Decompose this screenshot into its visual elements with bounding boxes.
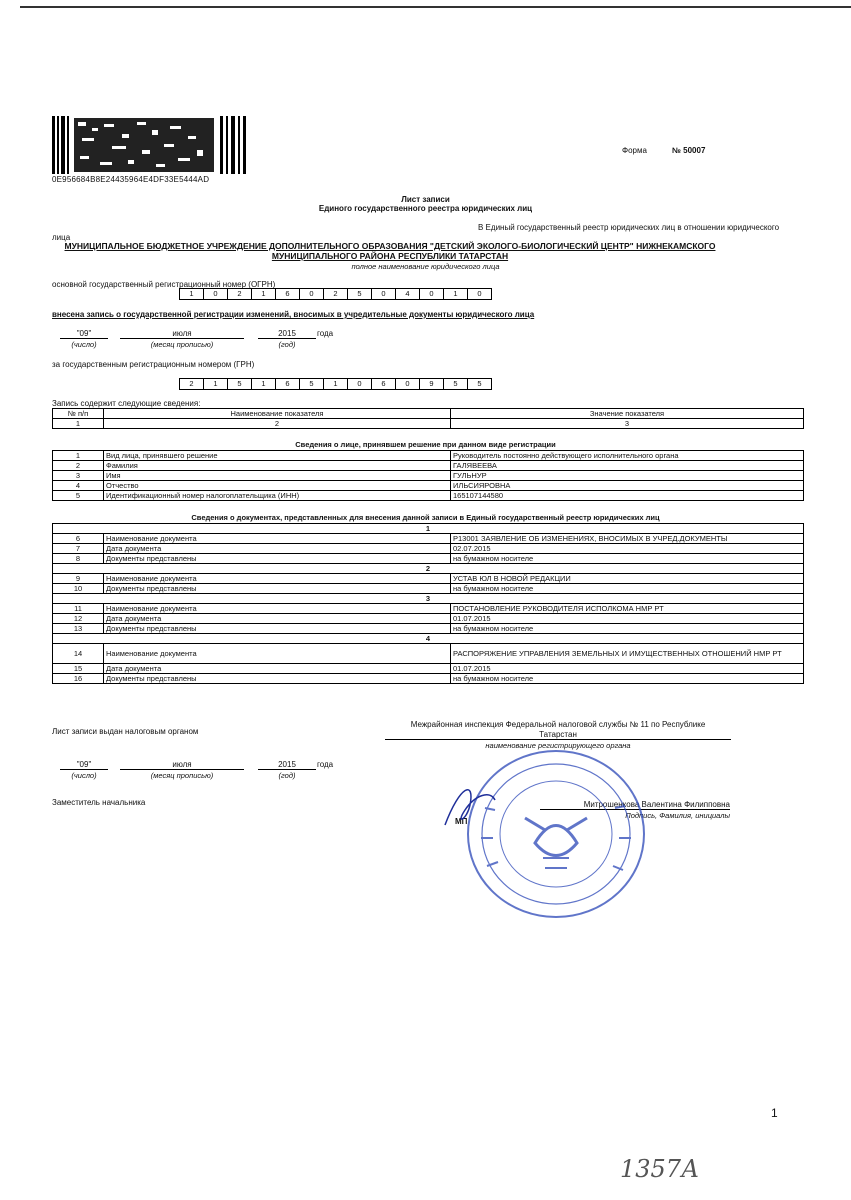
table-row: [53, 664, 804, 674]
ogrn-digit: 0: [467, 288, 492, 300]
grn-digit: 6: [275, 378, 300, 390]
issued-month: июля: [120, 760, 244, 770]
row-value: ГУЛЬНУР: [451, 471, 804, 481]
ogrn-digit: 5: [347, 288, 372, 300]
header-index-1: 1: [53, 419, 104, 429]
entry-day-caption: (число): [71, 340, 97, 349]
row-num: 5: [53, 491, 104, 501]
issued-authority-caption: наименование регистрирующего органа: [485, 741, 631, 750]
row-num: 10: [53, 584, 104, 594]
row-name: Идентификационный номер налогоплательщика (ИНН): [104, 491, 451, 501]
contents-label: Запись содержит следующие сведения:: [52, 399, 201, 408]
group-separator: [53, 564, 804, 574]
group-separator: [53, 594, 804, 604]
entry-year-suffix: года: [317, 329, 334, 338]
table-row: [53, 534, 804, 544]
section1-table: [52, 450, 804, 501]
group-separator: [53, 634, 804, 644]
ogrn-digit: 1: [251, 288, 276, 300]
ogrn-digit: 4: [395, 288, 420, 300]
grn-digit: 5: [467, 378, 492, 390]
issued-authority-line1: Межрайонная инспекция Федеральной налоговой службы № 11 по Республике: [410, 720, 706, 729]
issued-year-suffix: года: [317, 760, 334, 769]
grn-grid: [180, 378, 492, 390]
row-name: Дата документа: [104, 544, 451, 554]
row-num: 16: [53, 674, 104, 684]
entry-month-caption: (месяц прописью): [150, 340, 214, 349]
row-name: Дата документа: [104, 664, 451, 674]
top-border-line: [20, 6, 851, 8]
form-label: Форма: [622, 146, 647, 155]
row-num: 4: [53, 481, 104, 491]
grn-digit: 2: [179, 378, 204, 390]
row-num: 2: [53, 461, 104, 471]
row-value: ИЛЬСИЯРОВНА: [451, 481, 804, 491]
org-caption: полное наименование юридического лица: [351, 262, 500, 271]
row-num: 1: [53, 451, 104, 461]
table-row: [53, 544, 804, 554]
ogrn-label: основной государственный регистрационный номер (ОГРН): [52, 280, 276, 289]
row-value: УСТАВ ЮЛ В НОВОЙ РЕДАКЦИИ: [451, 574, 804, 584]
row-value: 01.07.2015: [451, 614, 804, 624]
ogrn-digit: 0: [203, 288, 228, 300]
org-name: [60, 241, 720, 261]
ogrn-digit: 2: [227, 288, 252, 300]
issued-year-caption: (год): [278, 771, 296, 780]
grn-digit: 0: [395, 378, 420, 390]
row-name: Вид лица, принявшего решение: [104, 451, 451, 461]
handwritten-number: 1357А: [620, 1155, 700, 1183]
intro-text-2: лица: [52, 233, 71, 242]
issued-day: "09": [60, 760, 108, 770]
header-index-2: 2: [104, 419, 451, 429]
title-line1: Лист записи: [401, 195, 450, 204]
row-num: 15: [53, 664, 104, 674]
grn-digit: 1: [203, 378, 228, 390]
header-table: [52, 408, 804, 429]
org-name-line2: МУНИЦИПАЛЬНОГО РАЙОНА РЕСПУБЛИКИ ТАТАРСТАН: [271, 251, 509, 261]
table-row: [53, 451, 804, 461]
signer-caption: Подпись, Фамилия, инициалы: [625, 811, 730, 820]
row-value: Руководитель постоянно действующего исполнительного органа: [451, 451, 804, 461]
table-row: [53, 461, 804, 471]
row-name: Документы представлены: [104, 674, 451, 684]
ogrn-digit: 1: [443, 288, 468, 300]
row-name: Наименование документа: [104, 534, 451, 544]
grn-digit: 5: [227, 378, 252, 390]
row-name: Документы представлены: [104, 584, 451, 594]
issued-day-caption: (число): [71, 771, 97, 780]
table-row: [53, 481, 804, 491]
section2-table: [52, 523, 804, 684]
ogrn-digit: 0: [299, 288, 324, 300]
ogrn-grid: [180, 288, 492, 300]
row-num: 13: [53, 624, 104, 634]
row-value: РАСПОРЯЖЕНИЕ УПРАВЛЕНИЯ ЗЕМЕЛЬНЫХ И ИМУЩЕСТВЕННЫХ ОТНОШЕНИЙ НМР РТ: [451, 644, 804, 664]
grn-label: за государственным регистрационным номером (ГРН): [52, 360, 255, 369]
group-label: 1: [53, 524, 804, 534]
row-value: на бумажном носителе: [451, 624, 804, 634]
row-name: Отчество: [104, 481, 451, 491]
org-name-line1: МУНИЦИПАЛЬНОЕ БЮДЖЕТНОЕ УЧРЕЖДЕНИЕ ДОПОЛНИТЕЛЬНОГО ОБРАЗОВАНИЯ "ДЕТСКИЙ ЭКОЛОГО-БИОЛОГИЧЕСКИЙ ЦЕНТР" НИЖНЕКАМСКОГО: [64, 241, 716, 251]
issued-month-caption: (месяц прописью): [150, 771, 214, 780]
row-num: 8: [53, 554, 104, 564]
group-label: 4: [53, 634, 804, 644]
entry-heading: внесена запись о государственной регистрации изменений, вносимых в учредительные документы юридического лица: [52, 310, 535, 319]
form-number: № 50007: [672, 146, 706, 155]
barcode-image: [52, 116, 246, 174]
header-index-3: 3: [451, 419, 804, 429]
row-value: 165107144580: [451, 491, 804, 501]
ogrn-digit: 0: [371, 288, 396, 300]
row-value: 01.07.2015: [451, 664, 804, 674]
row-num: 12: [53, 614, 104, 624]
row-name: Наименование документа: [104, 604, 451, 614]
header-col-name: Наименование показателя: [104, 409, 451, 419]
table-row: [53, 491, 804, 501]
table-row: [53, 554, 804, 564]
intro-text: В Единый государственный реестр юридических лиц в отношении юридического: [478, 223, 780, 232]
row-value: на бумажном носителе: [451, 554, 804, 564]
grn-digit: 6: [371, 378, 396, 390]
signer-name: Митрошенкова Валентина Филипповна: [540, 800, 730, 810]
row-value: 02.07.2015: [451, 544, 804, 554]
section2-title: Сведения о документах, представленных для внесения данной записи в Единый государственный реестр юридических лиц: [191, 513, 660, 522]
grn-digit: 1: [251, 378, 276, 390]
group-separator: [53, 524, 804, 534]
row-value: на бумажном носителе: [451, 674, 804, 684]
table-row: [53, 644, 804, 664]
page-number: 1: [771, 1106, 778, 1120]
grn-digit: 0: [347, 378, 372, 390]
row-name: Документы представлены: [104, 624, 451, 634]
row-num: 11: [53, 604, 104, 614]
grn-digit: 5: [299, 378, 324, 390]
table-row: [53, 624, 804, 634]
entry-year-caption: (год): [278, 340, 296, 349]
row-num: 9: [53, 574, 104, 584]
grn-digit: 5: [443, 378, 468, 390]
barcode-text: 0E956684B8E24435964E4DF33E5444AD: [52, 175, 210, 184]
header-col-value: Значение показателя: [451, 409, 804, 419]
row-value: ГАЛЯВЕЕВА: [451, 461, 804, 471]
issued-authority-line2: Татарстан: [385, 730, 731, 740]
row-value: Р13001 ЗАЯВЛЕНИЕ ОБ ИЗМЕНЕНИЯХ, ВНОСИМЫХ В УЧРЕД.ДОКУМЕНТЫ: [451, 534, 804, 544]
mp-label: МП: [455, 817, 468, 826]
title-line2: Единого государственного реестра юридических лиц: [318, 204, 533, 213]
issued-year: 2015: [258, 760, 316, 770]
row-num: 7: [53, 544, 104, 554]
row-value: ПОСТАНОВЛЕНИЕ РУКОВОДИТЕЛЯ ИСПОЛКОМА НМР РТ: [451, 604, 804, 614]
ogrn-digit: 0: [419, 288, 444, 300]
table-row: [53, 584, 804, 594]
row-name: Документы представлены: [104, 554, 451, 564]
row-name: Фамилия: [104, 461, 451, 471]
signature-scribble: [440, 775, 500, 835]
row-value: на бумажном носителе: [451, 584, 804, 594]
row-name: Имя: [104, 471, 451, 481]
table-row: [53, 574, 804, 584]
table-row: [53, 614, 804, 624]
row-name: Наименование документа: [104, 574, 451, 584]
row-num: 14: [53, 644, 104, 664]
grn-digit: 1: [323, 378, 348, 390]
ogrn-digit: 2: [323, 288, 348, 300]
entry-month: июля: [120, 329, 244, 339]
ogrn-digit: 6: [275, 288, 300, 300]
ogrn-digit: 1: [179, 288, 204, 300]
section1-title: Сведения о лице, принявшем решение при данном виде регистрации: [295, 440, 556, 449]
grn-digit: 9: [419, 378, 444, 390]
table-row: [53, 604, 804, 614]
table-row: [53, 471, 804, 481]
entry-year: 2015: [258, 329, 316, 339]
row-num: 6: [53, 534, 104, 544]
entry-day: "09": [60, 329, 108, 339]
row-num: 3: [53, 471, 104, 481]
group-label: 2: [53, 564, 804, 574]
issued-label: Лист записи выдан налоговым органом: [52, 727, 199, 736]
group-label: 3: [53, 594, 804, 604]
table-row: [53, 674, 804, 684]
header-col-num: № п/п: [53, 409, 104, 419]
signer-position: Заместитель начальника: [52, 798, 146, 807]
row-name: Наименование документа: [104, 644, 451, 664]
row-name: Дата документа: [104, 614, 451, 624]
